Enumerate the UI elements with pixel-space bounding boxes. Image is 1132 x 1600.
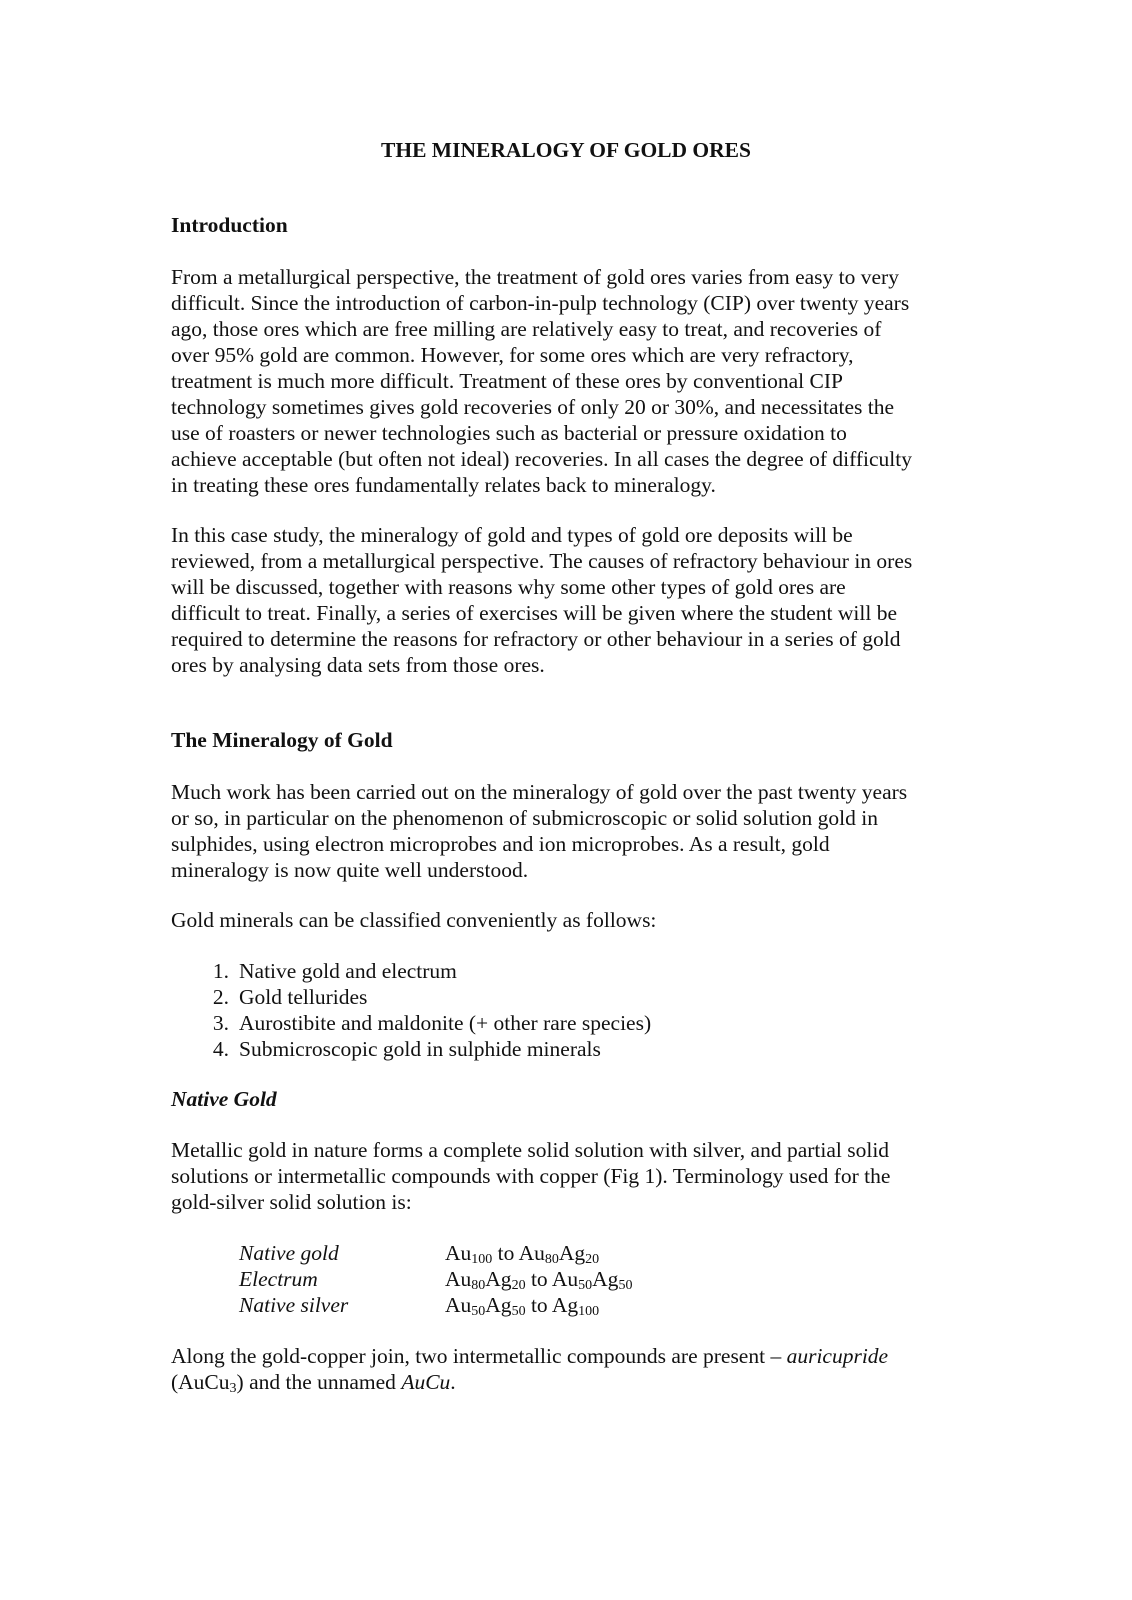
term-name: Native gold bbox=[239, 1241, 339, 1265]
text-line: in treating these ores fundamentally relates back to mineralogy. bbox=[171, 473, 716, 497]
term-name: Electrum bbox=[239, 1267, 318, 1291]
text-line: Along the gold-copper join, two intermetallic compounds are present – auricupride bbox=[171, 1344, 889, 1368]
list-item-text: Aurostibite and maldonite (+ other rare species) bbox=[239, 1011, 652, 1035]
heading-native-gold: Native Gold bbox=[171, 1087, 277, 1111]
table-row bbox=[239, 1292, 632, 1318]
text-line: will be discussed, together with reasons why some other types of gold ores are bbox=[171, 575, 846, 599]
text-line: achieve acceptable (but often not ideal) recoveries. In all cases the degree of difficulty bbox=[171, 447, 912, 471]
list-item-text: Native gold and electrum bbox=[239, 959, 457, 983]
text-line: Gold minerals can be classified conveniently as follows: bbox=[171, 908, 657, 932]
text-line: over 95% gold are common. However, for some ores which are very refractory, bbox=[171, 343, 854, 367]
text-line: difficult to treat. Finally, a series of exercises will be given where the student will be bbox=[171, 601, 898, 625]
text-line: technology sometimes gives gold recoveries of only 20 or 30%, and necessitates the bbox=[171, 395, 895, 419]
text-line: gold-silver solid solution is: bbox=[171, 1190, 412, 1214]
list-item-number: 4. bbox=[212, 1037, 229, 1061]
text-line: Much work has been carried out on the mineralogy of gold over the past twenty years bbox=[171, 780, 908, 804]
heading-mineralogy-of-gold: The Mineralogy of Gold bbox=[171, 728, 393, 752]
mineralogy-paragraph-2 bbox=[171, 907, 656, 933]
table-row bbox=[239, 1240, 632, 1266]
text-line: Metallic gold in nature forms a complete solid solution with silver, and partial solid bbox=[171, 1138, 890, 1162]
text-line: required to determine the reasons for refractory or other behaviour in a series of gold bbox=[171, 627, 901, 651]
text-line: treatment is much more difficult. Treatment of these ores by conventional CIP bbox=[171, 369, 843, 393]
mineral-name: auricupride bbox=[786, 1344, 889, 1368]
text-line: difficult. Since the introduction of carbon-in-pulp technology (CIP) over twenty years bbox=[171, 291, 910, 315]
classification-list bbox=[201, 958, 651, 1062]
intro-paragraph-1 bbox=[171, 264, 912, 498]
gold-silver-terminology-table bbox=[239, 1240, 632, 1318]
list-item-text: Submicroscopic gold in sulphide minerals bbox=[239, 1037, 601, 1061]
list-item bbox=[201, 1036, 651, 1062]
mineralogy-paragraph-1 bbox=[171, 779, 907, 883]
list-item bbox=[201, 958, 651, 984]
term-name: Native silver bbox=[239, 1293, 349, 1317]
text-line: ago, those ores which are free milling are relatively easy to treat, and recoveries of bbox=[171, 317, 882, 341]
text-line: or so, in particular on the phenomenon of submicroscopic or solid solution gold in bbox=[171, 806, 879, 830]
document-title: THE MINERALOGY OF GOLD ORES bbox=[381, 138, 751, 162]
composition-range: $Au_{100}$ to $Au_{80}Ag_{20}$ bbox=[445, 1241, 600, 1267]
text-line: From a metallurgical perspective, the treatment of gold ores varies from easy to very bbox=[171, 265, 899, 289]
native-gold-paragraph-2 bbox=[171, 1343, 888, 1395]
intro-paragraph-2 bbox=[171, 522, 912, 678]
composition-range: $Au_{50}Ag_{50}$ to $Ag_{100}$ bbox=[445, 1293, 600, 1319]
text-line: (AuCu$_3$) and the unnamed AuCu. bbox=[171, 1370, 456, 1396]
text-line: reviewed, from a metallurgical perspective. The causes of refractory behaviour in ores bbox=[171, 549, 913, 573]
text-line: In this case study, the mineralogy of gold and types of gold ore deposits will be bbox=[171, 523, 853, 547]
table-row bbox=[239, 1266, 632, 1292]
composition-range: $Au_{80}Ag_{20}$ to $Au_{50}Ag_{50}$ bbox=[445, 1267, 633, 1293]
text-line: mineralogy is now quite well understood. bbox=[171, 858, 529, 882]
list-item-text: Gold tellurides bbox=[239, 985, 368, 1009]
list-item bbox=[201, 1010, 651, 1036]
list-item-number: 2. bbox=[212, 985, 229, 1009]
list-item-number: 1. bbox=[212, 959, 229, 983]
text-line: ores by analysing data sets from those ores. bbox=[171, 653, 545, 677]
mineral-name: AuCu bbox=[401, 1370, 451, 1394]
text-line: solutions or intermetallic compounds with copper (Fig 1). Terminology used for the bbox=[171, 1164, 891, 1188]
heading-introduction: Introduction bbox=[171, 213, 288, 237]
text-line: sulphides, using electron microprobes and ion microprobes. As a result, gold bbox=[171, 832, 830, 856]
text-line: use of roasters or newer technologies such as bacterial or pressure oxidation to bbox=[171, 421, 847, 445]
list-item bbox=[201, 984, 651, 1010]
native-gold-paragraph-1 bbox=[171, 1137, 890, 1215]
list-item-number: 3. bbox=[212, 1011, 229, 1035]
